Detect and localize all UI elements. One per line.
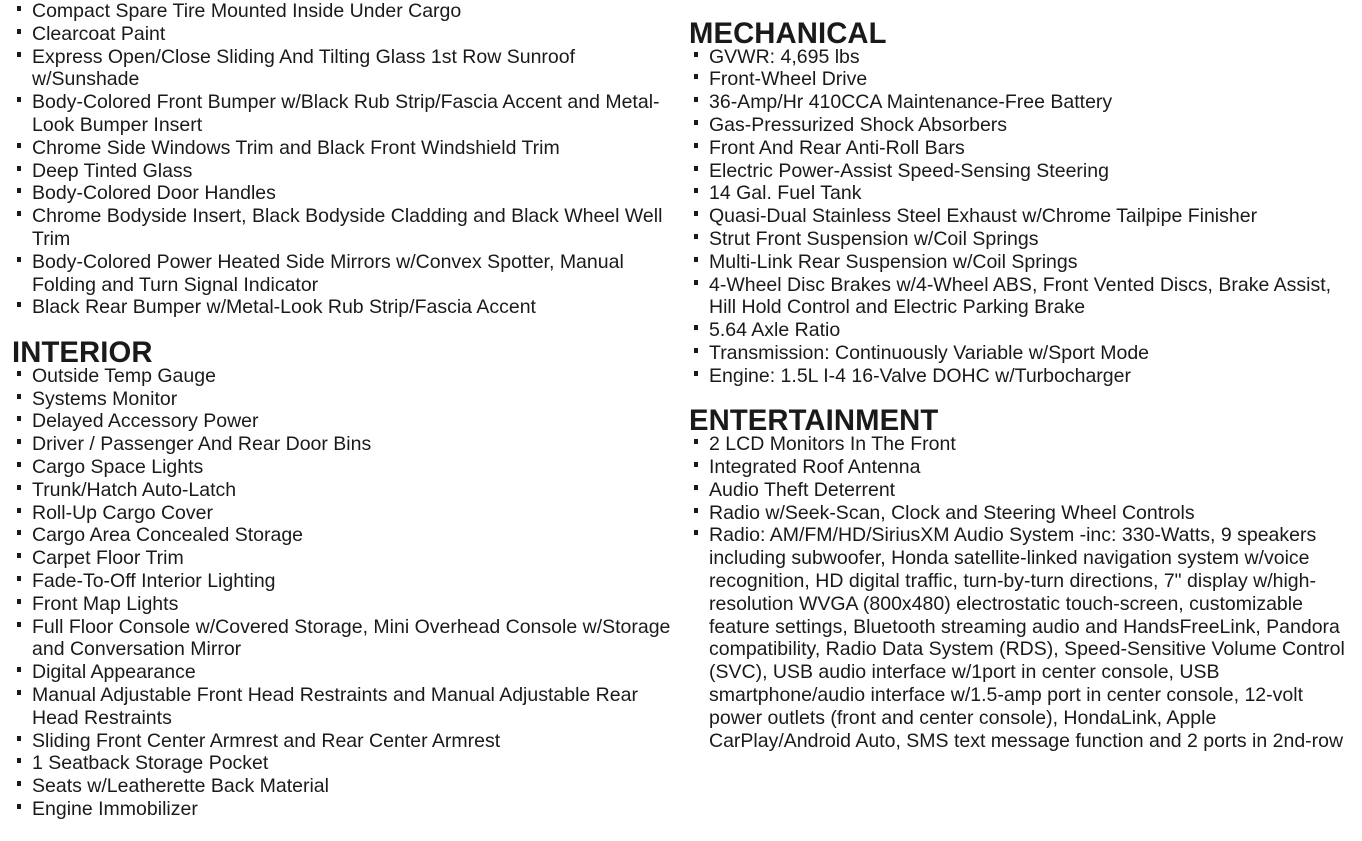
feature-item: Front And Rear Anti-Roll Bars <box>689 137 1349 160</box>
feature-item: Compact Spare Tire Mounted Inside Under Cargo <box>12 0 672 23</box>
interior-section <box>12 336 672 821</box>
feature-item: 5.64 Axle Ratio <box>689 319 1349 342</box>
feature-item: Sliding Front Center Armrest and Rear Center Armrest <box>12 730 672 753</box>
feature-item: Full Floor Console w/Covered Storage, Mini Overhead Console w/Storage and Conversation Mirror <box>12 616 672 662</box>
mechanical-heading: MECHANICAL <box>689 17 887 50</box>
feature-item: Front Map Lights <box>12 593 672 616</box>
mechanical-section <box>689 17 1349 388</box>
feature-item: Cargo Area Concealed Storage <box>12 524 672 547</box>
interior-list <box>12 365 672 821</box>
feature-item: Engine: 1.5L I-4 16-Valve DOHC w/Turbocharger <box>689 365 1349 388</box>
entertainment-section <box>689 405 1349 752</box>
feature-item: Electric Power-Assist Speed-Sensing Steering <box>689 160 1349 183</box>
feature-item: Audio Theft Deterrent <box>689 479 1349 502</box>
feature-item: Chrome Side Windows Trim and Black Front Windshield Trim <box>12 137 672 160</box>
feature-item: Cargo Space Lights <box>12 456 672 479</box>
feature-item: Radio: AM/FM/HD/SiriusXM Audio System -inc: 330-Watts, 9 speakers including subwoofer, Honda satellite-linked navigation system w/voice recognition, HD digital traffic, turn-by-turn directions, 7" display w/high-resolution WVGA (800x480) electrostatic touch-screen, customizable feature settings, Bluetooth streaming audio and HandsFreeLink, Pandora compatibility, Radio Data System (RDS), Speed-Sensitive Volume Control (SVC), USB audio interface w/1port in center console, USB smartphone/audio interface w/1.5-amp port in center console, 12-volt power outlets (front and center console), HondaLink, Apple CarPlay/Android Auto, SMS text message function and 2 ports in 2nd-row <box>689 524 1349 752</box>
feature-item: Manual Adjustable Front Head Restraints and Manual Adjustable Rear Head Restraints <box>12 684 672 730</box>
left-column <box>12 0 672 821</box>
feature-item: Roll-Up Cargo Cover <box>12 502 672 525</box>
feature-item: Carpet Floor Trim <box>12 547 672 570</box>
feature-item: Engine Immobilizer <box>12 798 672 821</box>
exterior-list <box>12 0 672 319</box>
mechanical-list <box>689 46 1349 388</box>
feature-item: Integrated Roof Antenna <box>689 456 1349 479</box>
feature-item: Strut Front Suspension w/Coil Springs <box>689 228 1349 251</box>
feature-item: Driver / Passenger And Rear Door Bins <box>12 433 672 456</box>
feature-item: Delayed Accessory Power <box>12 410 672 433</box>
right-column <box>689 0 1349 752</box>
feature-item: Systems Monitor <box>12 388 672 411</box>
feature-item: Digital Appearance <box>12 661 672 684</box>
feature-item: Quasi-Dual Stainless Steel Exhaust w/Chrome Tailpipe Finisher <box>689 205 1349 228</box>
feature-item: 1 Seatback Storage Pocket <box>12 752 672 775</box>
interior-heading: INTERIOR <box>12 336 153 369</box>
feature-item: Express Open/Close Sliding And Tilting Glass 1st Row Sunroof w/Sunshade <box>12 46 672 92</box>
feature-item: Radio w/Seek-Scan, Clock and Steering Wheel Controls <box>689 502 1349 525</box>
feature-item: Front-Wheel Drive <box>689 68 1349 91</box>
feature-item: Transmission: Continuously Variable w/Sport Mode <box>689 342 1349 365</box>
feature-item: 2 LCD Monitors In The Front <box>689 433 1349 456</box>
feature-item: Body-Colored Door Handles <box>12 182 672 205</box>
feature-item: 36-Amp/Hr 410CCA Maintenance-Free Battery <box>689 91 1349 114</box>
feature-item: Body-Colored Front Bumper w/Black Rub Strip/Fascia Accent and Metal-Look Bumper Insert <box>12 91 672 137</box>
feature-item: Trunk/Hatch Auto-Latch <box>12 479 672 502</box>
feature-item: GVWR: 4,695 lbs <box>689 46 1349 69</box>
feature-item: 14 Gal. Fuel Tank <box>689 182 1349 205</box>
feature-item: Chrome Bodyside Insert, Black Bodyside Cladding and Black Wheel Well Trim <box>12 205 672 251</box>
feature-item: Outside Temp Gauge <box>12 365 672 388</box>
entertainment-list <box>689 433 1349 752</box>
feature-item: Body-Colored Power Heated Side Mirrors w/Convex Spotter, Manual Folding and Turn Signal Indicator <box>12 251 672 297</box>
feature-item: Black Rear Bumper w/Metal-Look Rub Strip/Fascia Accent <box>12 296 672 319</box>
feature-item: Clearcoat Paint <box>12 23 672 46</box>
feature-item: Multi-Link Rear Suspension w/Coil Springs <box>689 251 1349 274</box>
feature-item: Fade-To-Off Interior Lighting <box>12 570 672 593</box>
feature-item: Seats w/Leatherette Back Material <box>12 775 672 798</box>
entertainment-heading: ENTERTAINMENT <box>689 405 939 438</box>
feature-item: Deep Tinted Glass <box>12 160 672 183</box>
exterior-section <box>12 0 672 319</box>
feature-item: 4-Wheel Disc Brakes w/4-Wheel ABS, Front Vented Discs, Brake Assist, Hill Hold Control and Electric Parking Brake <box>689 274 1349 320</box>
feature-item: Gas-Pressurized Shock Absorbers <box>689 114 1349 137</box>
